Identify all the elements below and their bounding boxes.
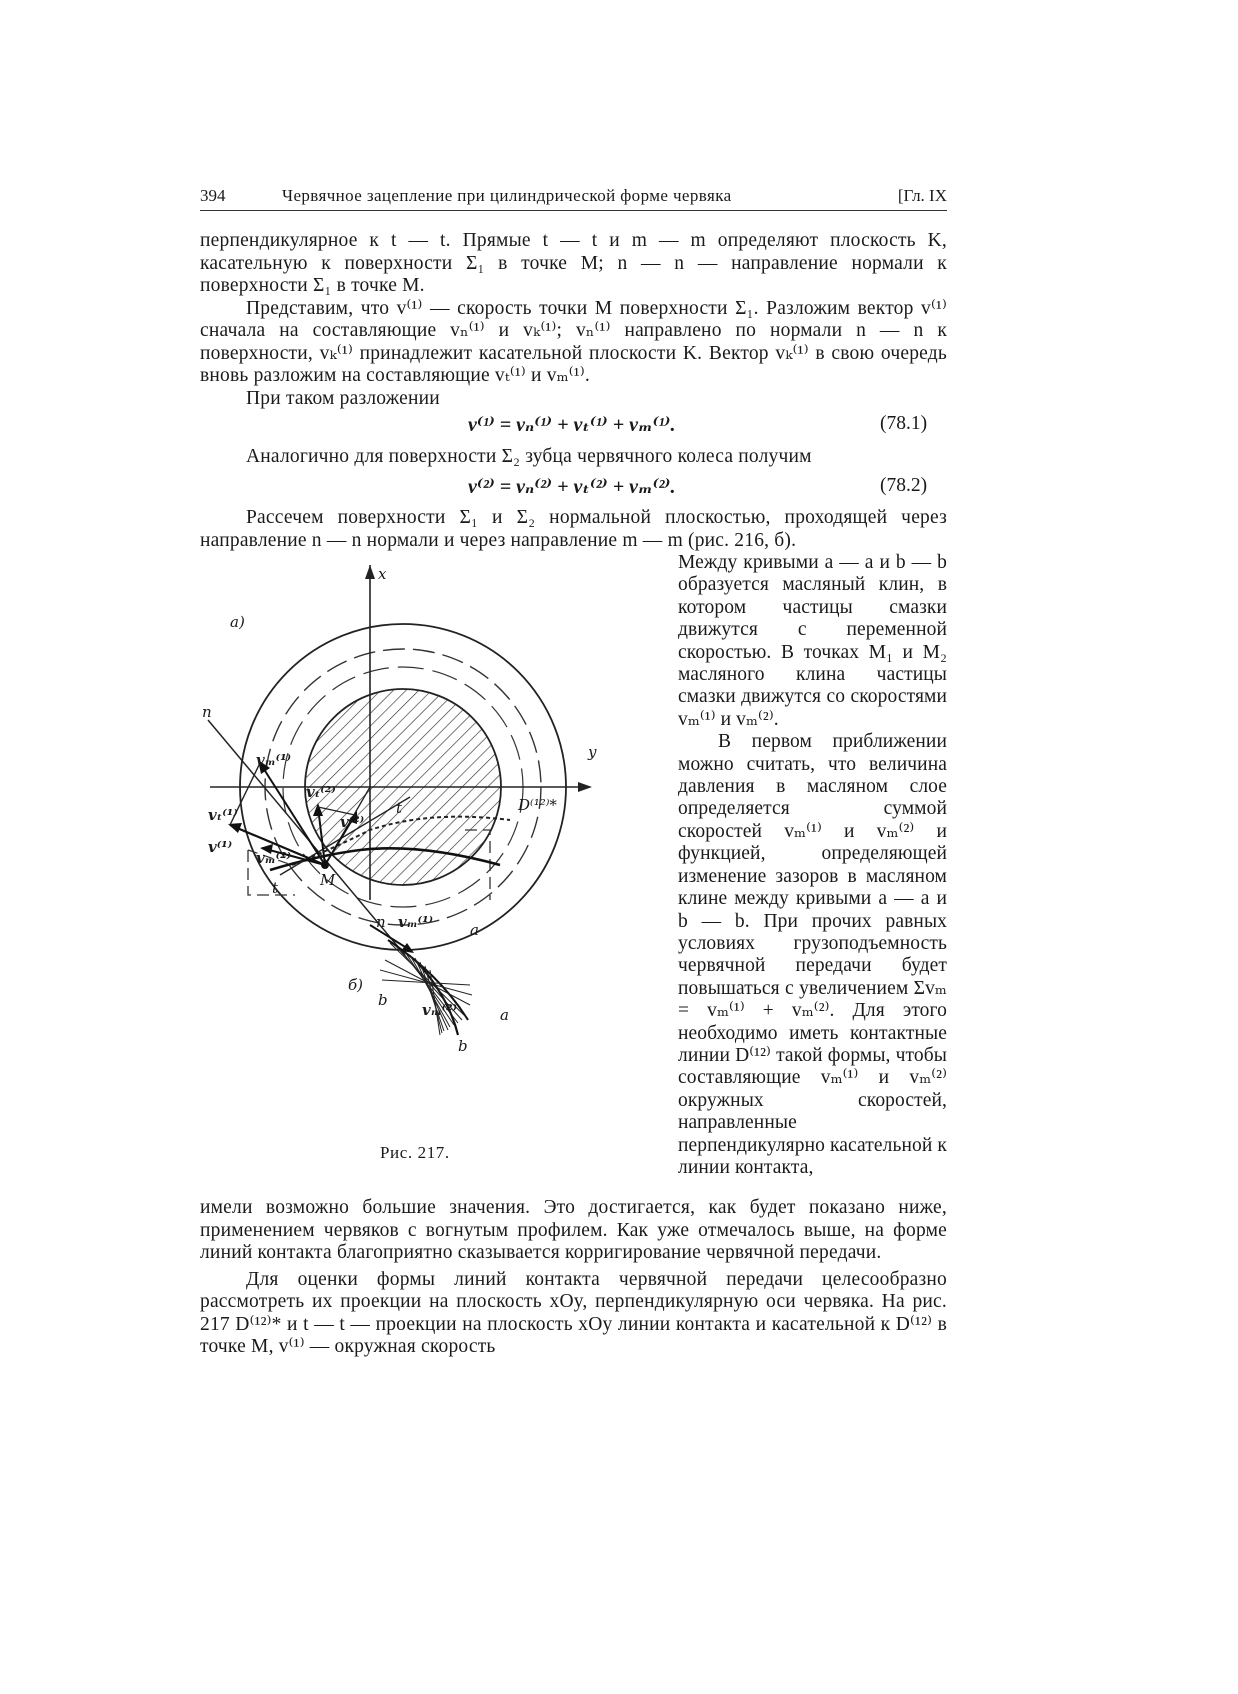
tangent-label: t xyxy=(396,799,403,817)
vector-label: v⁽¹⁾ xyxy=(208,838,233,856)
figure-caption: Рис. 217. xyxy=(380,1143,450,1162)
paragraph: В первом приближении можно считать, что величина давления в масляном слое определяется суммой скоростей vₘ⁽¹⁾ и vₘ⁽²⁾ и функцией, определяющей изменение зазоров в масляном клине между кривыми a — a и b — b. При прочих равных условиях грузоподъемность червячной передачи будет повышаться с увеличением Σvₘ = vₘ⁽¹⁾ + vₘ⁽²⁾. Для этого необходимо иметь контактные линии D⁽¹²⁾ такой формы, чтобы составляющие vₘ⁽¹⁾ и vₘ⁽²⁾ окружных скоростей, направленные перпендикулярно касательной к линии контакта, xyxy=(678,731,947,1178)
equation-number: (78.2) xyxy=(880,475,928,496)
paragraph: Представим, что v⁽¹⁾ — скорость точки M поверхности Σ₁. Разложим вектор v⁽¹⁾ сначала на составляющие vₙ⁽¹⁾ и vₖ⁽¹⁾; vₙ⁽¹⁾ направлено по нормали n — n к поверхности, vₖ⁽¹⁾ принадлежит касательной плоскости K. Вектор vₖ⁽¹⁾ в свою очередь вновь разложим на составляющие vₜ⁽¹⁾ и vₘ⁽¹⁾. xyxy=(200,297,947,386)
bottom-text-block xyxy=(200,1197,947,1359)
curve-label: b xyxy=(458,1037,468,1055)
vector-label: vₘ⁽¹⁾ xyxy=(398,913,434,931)
axis-y-label: y xyxy=(588,743,597,761)
vector-label: vₘ⁽²⁾ xyxy=(256,849,292,867)
paragraph: При таком разложении xyxy=(246,387,440,409)
curve-label: b xyxy=(378,991,388,1009)
point-m-label: M xyxy=(320,871,336,889)
paragraph: перпендикулярное к t — t. Прямые t — t и m — m определяют плоскость K, касательную к поверхности Σ₁ в точке M; n — n — направление нормали к поверхности Σ₁ в точке M. xyxy=(200,230,947,296)
point-m-marker xyxy=(321,861,329,869)
running-title: Червячное зацепление при цилиндрической форме червяка xyxy=(282,186,732,205)
side-text-block xyxy=(678,552,947,1179)
vector-label: vₘ⁽²⁾ xyxy=(422,1001,458,1019)
axis-x-label: x xyxy=(378,565,387,583)
top-text-block xyxy=(200,230,947,410)
page-number: 394 xyxy=(200,186,226,205)
curve-label: a xyxy=(470,921,479,939)
part-a-label: а) xyxy=(230,613,245,631)
y-arrow-icon xyxy=(578,782,592,792)
equation-number: (78.1) xyxy=(880,413,928,434)
normal-label: n xyxy=(376,913,386,931)
vector-label: vₘ⁽¹⁾ xyxy=(256,751,292,769)
equation-78-1: v⁽¹⁾ = vₙ⁽¹⁾ + vₜ⁽¹⁾ + vₘ⁽¹⁾. xyxy=(468,414,676,436)
curve-label: a xyxy=(500,1006,509,1024)
chapter-reference: [Гл. IX xyxy=(897,186,947,205)
figure-217 xyxy=(200,565,670,1125)
paragraph: Между кривыми a — a и b — b образуется масляный клин, в котором частицы смазки движутся с переменной скоростью. В точках M₁ и M₂ масляного клина частицы смазки движутся со скоростями vₘ⁽¹⁾ и vₘ⁽²⁾. xyxy=(678,552,947,730)
paragraph: Рассечем поверхности Σ₁ и Σ₂ нормальной плоскостью, проходящей через направление n — n нормали и через направление m — m (рис. 216, б). xyxy=(200,507,947,551)
running-header xyxy=(200,186,947,211)
x-arrow-icon xyxy=(365,565,375,579)
equation-78-2: v⁽²⁾ = vₙ⁽²⁾ + vₜ⁽²⁾ + vₘ⁽²⁾. xyxy=(468,476,676,498)
paragraph: Для оценки формы линий контакта червячной передачи целесообразно рассмотреть их проекции на плоскость xOy, перпендикулярную оси червяка. На рис. 217 D⁽¹²⁾* и t — t — проекции на плоскость xOy линии контакта и касательной к D⁽¹²⁾ в точке M, v⁽¹⁾ — окружная скорость xyxy=(200,1268,947,1357)
normal-label: n xyxy=(202,703,212,721)
paragraph: имели возможно большие значения. Это достигается, как будет показано ниже, применением червяков с вогнутым профилем. Как уже отмечалось выше, на форме линий контакта благоприятно сказывается корригирование червячной передачи. xyxy=(200,1197,947,1263)
vector-label: v⁽²⁾ xyxy=(340,813,365,831)
figure-drawing xyxy=(200,565,670,1125)
paragraph: Аналогично для поверхности Σ₂ зубца червячного колеса получим xyxy=(246,446,812,467)
contact-line-label: D⁽¹²⁾* xyxy=(518,796,557,814)
vector-label: vₜ⁽¹⁾ xyxy=(208,806,238,824)
vector-label: vₜ⁽²⁾ xyxy=(306,783,336,801)
part-b-label: б) xyxy=(348,976,364,994)
tangent-label: t xyxy=(272,879,279,897)
oil-wedge-lines xyxy=(380,943,472,1035)
